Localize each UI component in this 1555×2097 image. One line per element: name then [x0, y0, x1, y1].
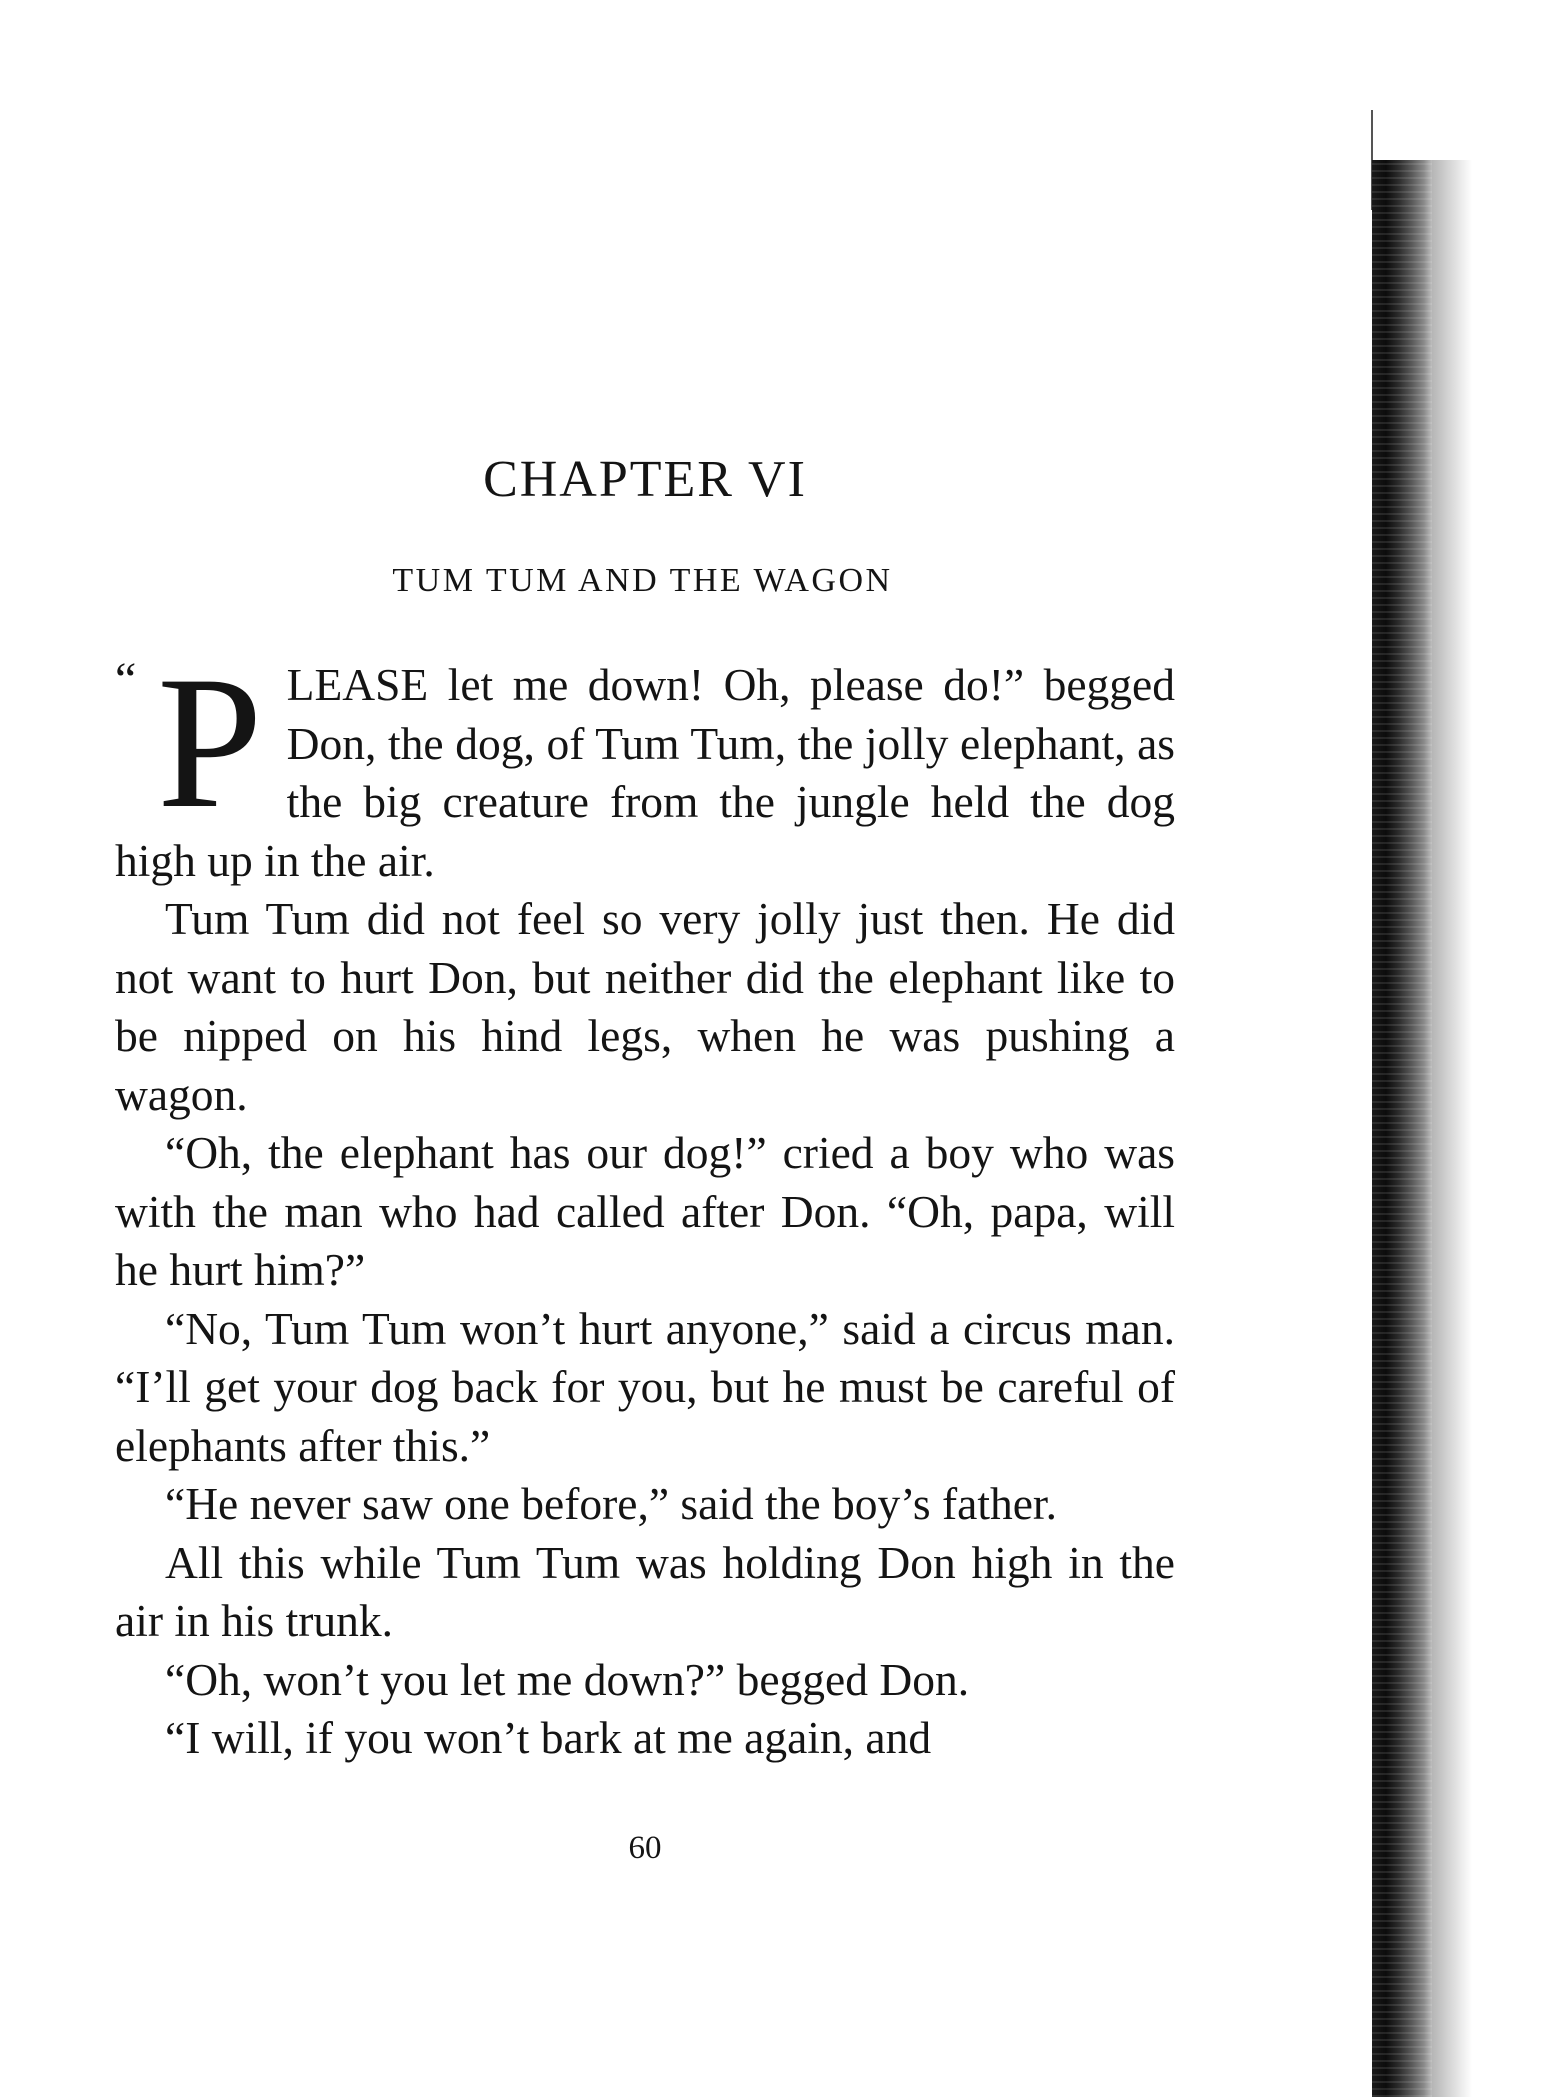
chapter-subtitle: TUM TUM AND THE WAGON	[392, 562, 893, 599]
paragraph: Tum Tum did not feel so very jolly just then. He did not want to hurt Don, but neither did the elephant like to be nipped on his hind legs, when he was pushing a wagon.	[115, 893, 1175, 1120]
paragraph: All this while Tum Tum was holding Don high in the air in his trunk.	[115, 1536, 1175, 1646]
page-number: 60	[628, 1830, 662, 1866]
book-binding-edge	[1372, 160, 1432, 2097]
paragraph: “No, Tum Tum won’t hurt anyone,” said a circus man. “I’ll get your dog back for you, but he must be careful of elephants after this.”	[115, 1302, 1175, 1471]
body-text	[115, 638, 1175, 1768]
paragraph: “I will, if you won’t bark at me again, and	[165, 1712, 932, 1763]
opening-quote-mark: “	[115, 653, 137, 706]
drop-cap: P	[157, 638, 263, 848]
paragraph: “Oh, the elephant has our dog!” cried a boy who was with the man who had called after Don. “Oh, papa, will he hurt him?”	[115, 1127, 1175, 1295]
paragraph: “Oh, won’t you let me down?” begged Don.	[165, 1653, 970, 1705]
first-paragraph-text: LEASE let me down! Oh, please do!” begged Don, the dog, of Tum Tum, the jolly elephant, as the big creature from the jungle held the dog high up in the air.	[115, 659, 1175, 886]
paragraph: “He never saw one before,” said the boy’s father.	[165, 1478, 1057, 1529]
first-paragraph	[115, 638, 1175, 890]
chapter-title: CHAPTER VI	[483, 451, 807, 508]
binding-shadow	[1432, 160, 1472, 2097]
